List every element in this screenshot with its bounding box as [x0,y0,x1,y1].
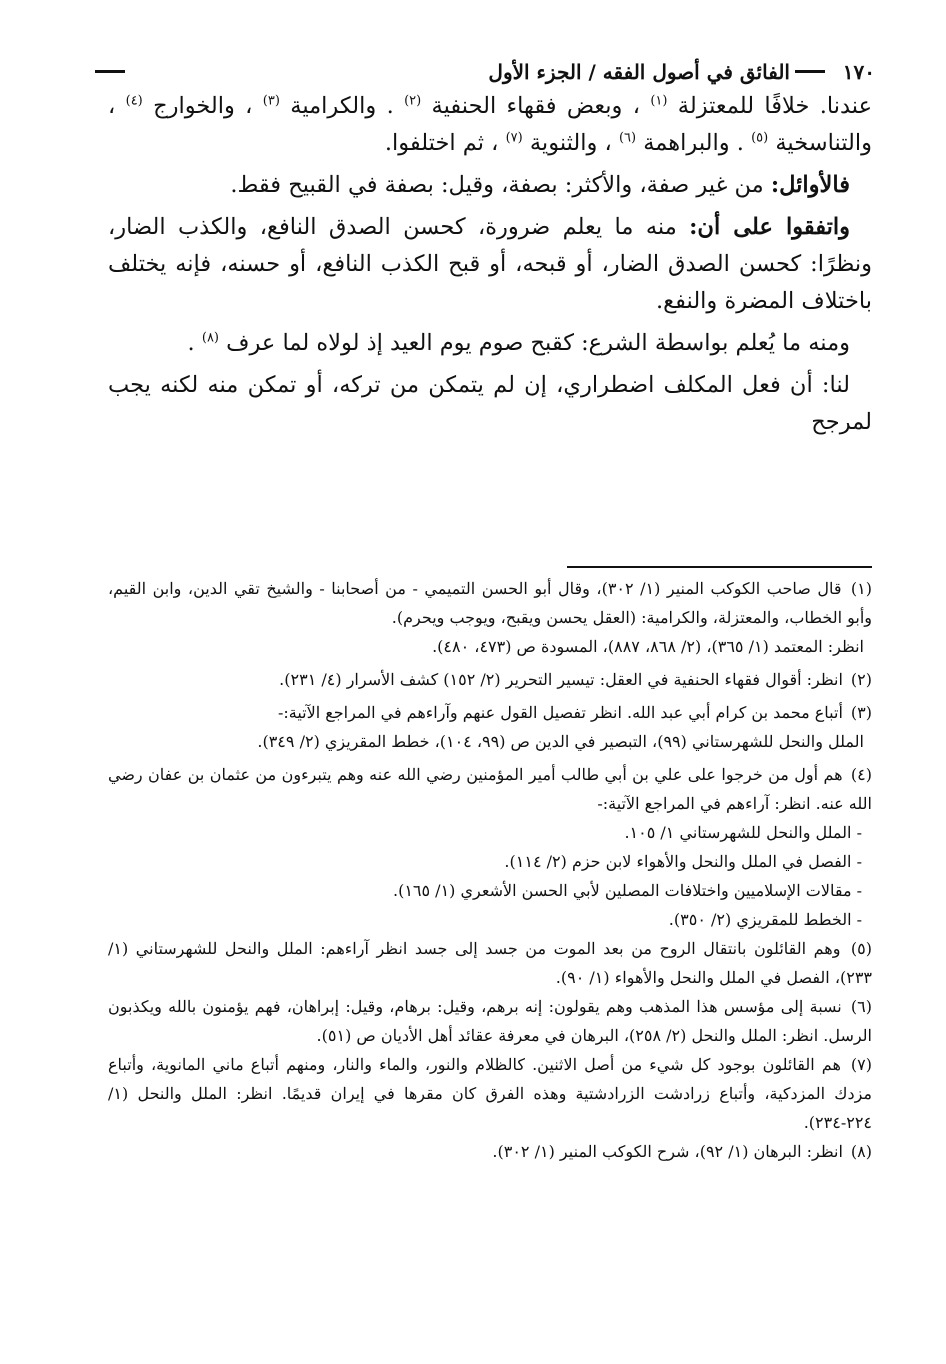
paragraph-3 [108,209,872,320]
footnote-2 [108,665,872,694]
header-rule-left [95,70,125,73]
footnote-text: وهم القائلون بانتقال الروح من بعد الموت من جسد إلى جسد انظر آراءهم: الملل والنحل للشهرستاني (١/ ٢٣٣)، الفصل في الملل والنحل والأهواء (١/ ٩٠). [108,939,872,987]
footnote-number: (٢) [850,670,872,689]
footnote-ref-2[interactable]: (٢) [404,93,422,109]
footnotes [108,574,872,1166]
footnote-number: (٥) [850,939,872,958]
footnote-4-ref-4 [108,905,872,934]
footnote-number: (٦) [850,997,872,1016]
footnote-text: - مقالات الإسلاميين واختلافات المصلين لأبي الحسن الأشعري (١/ ١٦٥). [392,881,862,900]
text-span: . والبراهمة [636,130,752,156]
footnote-8 [108,1137,872,1166]
footnote-ref-5[interactable]: (٥) [751,130,769,146]
footnote-text: هم أول من خرجوا على علي بن أبي طالب أمير المؤمنين رضي الله عنه وهم يتبرءون من عثمان بن عفان رضي الله عنه. انظر: آراءهم في المراجع الآتية:- [108,765,872,813]
footnote-number: (٨) [850,1142,872,1161]
footnote-ref-4[interactable]: (٤) [125,93,143,109]
footnote-ref-3[interactable]: (٣) [262,93,280,109]
footnote-number: (١) [850,579,872,598]
text-span: من غير صفة، والأكثر: بصفة، وقيل: بصفة في القبيح فقط. [230,172,771,198]
footnote-ref-7[interactable]: (٧) [505,130,523,146]
footnote-number: (٧) [850,1055,873,1074]
running-header [95,56,875,88]
footnote-3-refs [108,727,872,756]
paragraph-2 [108,167,872,204]
footnote-text: نسبة إلى مؤسس هذا المذهب وهم يقولون: إنه برهم، وقيل: برهام، وقيل: إبراهان، فهم يؤمنون بالله ويكذبون الرسل. انظر: الملل والنحل (٢/ ٢٥٨)، البرهان في معرفة عقائد أهل الأديان ص (٥١). [108,997,872,1045]
text-span: لنا: أن فعل المكلف اضطراري، إن لم يتمكن من تركه، أو تمكن منه لكنه يجب لمرجح [108,372,872,435]
paragraph-4 [108,325,872,362]
text-span: ومنه ما يُعلم بواسطة الشرع: كقبح صوم يوم العيد إذ لولاه لما عرف [219,330,850,356]
footnote-text: انظر: المعتمد (١/ ٣٦٥)، (٢/ ٨٦٨، ٨٨٧)، المسودة ص (٤٧٣، ٤٨٠). [432,637,864,656]
footnote-6 [108,992,872,1050]
text-span: . [187,330,202,356]
footnote-text: - الفصل في الملل والنحل والأهواء لابن حزم (٢/ ١١٤). [504,852,862,871]
text-span: ، ثم اختلفوا. [384,130,506,156]
footnote-ref-6[interactable]: (٦) [618,130,637,146]
footnote-4-ref-2 [108,847,872,876]
paragraph-1 [108,88,872,162]
footnote-3 [108,698,872,727]
footnote-number: (٤) [850,765,872,784]
text-span: ، والخوارج [142,93,263,119]
footnote-4-ref-3 [108,876,872,905]
footnote-text: انظر: أقوال فقهاء الحنفية في العقل: تيسير التحرير (٢/ ١٥٢) كشف الأسرار (٤/ ٢٣١). [279,670,843,689]
footnote-4-ref-1 [108,818,872,847]
footnote-ref-1[interactable]: (١) [650,93,668,109]
text-span: منه ما يعلم ضرورة، كحسن الصدق النافع، والكذب الضار، ونظرًا: كحسن الصدق الضار، أو قبحه، أو قبح الكذب النافع، أو حسنه، فإنه يختلف باختلاف المضرة والنفع. [108,214,872,314]
footnote-4 [108,760,872,818]
lead-term: واتفقوا على أن: [689,214,850,240]
footnote-5 [108,934,872,992]
paragraph-5 [108,367,872,441]
running-title: الفائق في أصول الفقه / الجزء الأول [488,60,790,84]
footnote-text: قال صاحب الكوكب المنير (١/ ٣٠٢)، وقال أبو الحسن التميمي - من أصحابنا - والشيخ تقي الدين، وابن القيم، وأبو الخطاب، والمعتزلة، والكرامية: (العقل يحسن ويقبح، ويوجب ويحرم). [108,579,872,627]
text-span: ، والتناسخية [108,93,872,156]
footnote-7 [108,1050,872,1137]
footnote-number: (٣) [850,703,872,722]
footnote-1-refs [108,632,872,661]
footnote-separator [567,566,872,568]
page-number: ١٧٠ [842,60,875,84]
footnote-text: - الملل والنحل للشهرستاني ١/ ١٠٥. [624,823,862,842]
text-span: . والكرامية [279,93,405,119]
footnote-text: انظر: البرهان (١/ ٩٢)، شرح الكوكب المنير (١/ ٣٠٢). [492,1142,843,1161]
header-rule-right [795,70,825,73]
text-span: ، وبعض فقهاء الحنفية [421,93,651,119]
footnote-text: هم القائلون بوجود كل شيء من أصل الاثنين. كالظلام والنور، والماء والنار، ومنهم أتباع ماني المانوية، وأتباع مزدك المزدكية، وأتباع زرادشت الزرادشتية وهذه الفرق كان مقرها في إيران قديمًا. انظر: الملل والنحل (١/ ٢٢٤-٢٣٤). [108,1055,872,1132]
lead-term: فالأوائل: [770,172,850,198]
text-span: عندنا. خلافًا للمعتزلة [667,93,873,119]
footnote-text: - الخطط للمقريزي (٢/ ٣٥٠). [668,910,862,929]
main-text [108,88,872,441]
footnote-1 [108,574,872,632]
footnote-text: أتباع محمد بن كرام أبي عبد الله. انظر تفصيل القول عنهم وآراءهم في المراجع الآتية:- [277,703,843,722]
footnote-ref-8[interactable]: (٨) [201,330,219,346]
text-span: ، والثنوية [522,130,619,156]
footnote-text: الملل والنحل للشهرستاني (٩٩)، التبصير في الدين ص (٩٩، ١٠٤)، خطط المقريزي (٢/ ٣٤٩). [257,732,864,751]
